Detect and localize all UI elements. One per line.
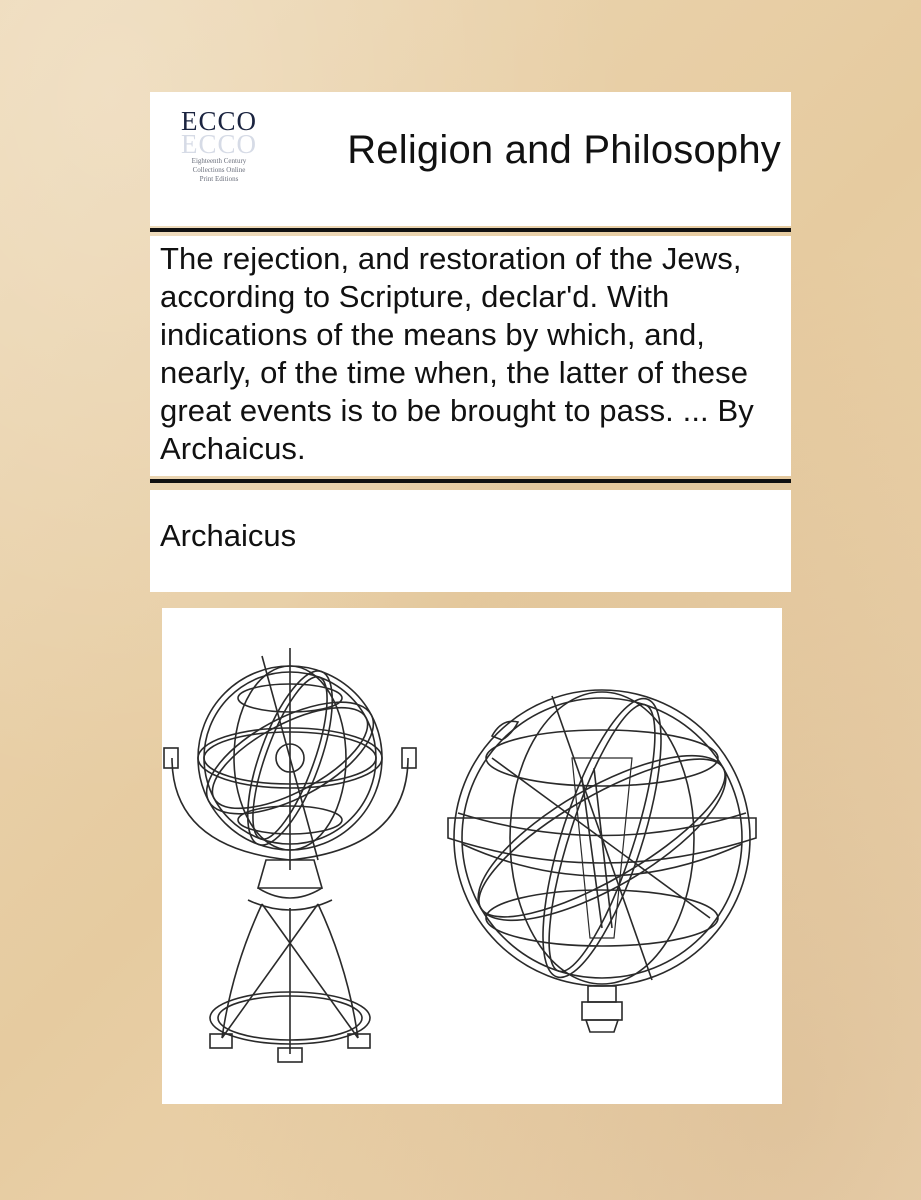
title-block — [150, 236, 791, 476]
ecco-logo-line: Eighteenth Century — [191, 157, 247, 165]
author-block — [150, 490, 791, 592]
ecco-logo-line: Collections Online — [192, 166, 246, 174]
ecco-logo-reflection: ECCO — [180, 129, 257, 159]
ecco-logo-mark: ECCO — [180, 106, 257, 136]
illustration-panel — [162, 608, 782, 1104]
left-armillary-sphere — [164, 648, 416, 1062]
right-armillary-sphere — [448, 687, 756, 1032]
series-header — [150, 92, 791, 226]
divider-rule — [150, 228, 791, 232]
armillary-spheres-illustration — [162, 608, 782, 1104]
book-title: The rejection, and restoration of the Jews, according to Scripture, declar'd. With indications of the means by which, and, nearly, of the time when, the latter of these great events is to be brought to pass. ... By Archaicus. — [160, 241, 754, 466]
ecco-logo — [166, 102, 272, 216]
ecco-logo-line: Print Editions — [199, 175, 239, 183]
author-name: Archaicus — [160, 518, 297, 553]
series-title: Religion and Philosophy — [347, 128, 781, 172]
divider-rule — [150, 479, 791, 483]
